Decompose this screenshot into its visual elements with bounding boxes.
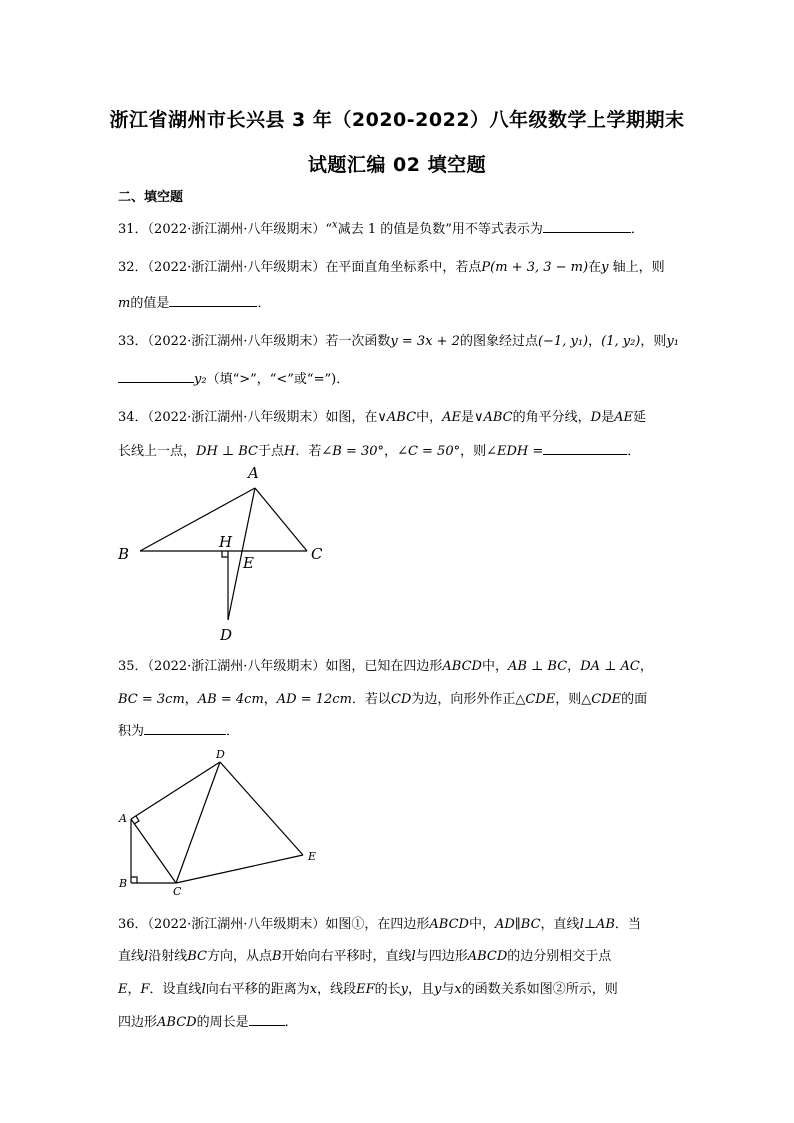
q36-text-e: 直线 bbox=[118, 949, 145, 964]
q36-sep: ， bbox=[127, 982, 141, 997]
q36-quad-3: ABCD bbox=[157, 1015, 197, 1030]
q35-quadrilateral-figure bbox=[110, 745, 340, 900]
question-32-line1 bbox=[118, 256, 665, 275]
q33-var-y1: y₁ bbox=[666, 334, 679, 349]
q32-text-b: 在 bbox=[588, 260, 602, 275]
question-35-line1 bbox=[118, 655, 653, 674]
q32-text-a: 32．（2022·浙江湖州·八年级期末）在平面直角坐标系中，若点 bbox=[118, 260, 482, 275]
document-title-line1: 浙江省湖州市长兴县 3 年（2020-2022）八年级数学上学期期末 bbox=[109, 109, 685, 131]
q32-answer-blank[interactable] bbox=[169, 294, 257, 307]
q34-text-h: 于点 bbox=[258, 444, 285, 459]
q33-answer-blank[interactable] bbox=[118, 370, 194, 383]
q36-text-o: ，且 bbox=[408, 982, 435, 997]
q33-text-a: 33．（2022·浙江湖州·八年级期末）若一次函数 bbox=[118, 334, 391, 349]
q35-triangle-2: △CDE bbox=[581, 692, 622, 707]
q36-text-h: 开始向右平移时，直线 bbox=[281, 949, 412, 964]
q32-point-p: P(m + 3, 3 − m) bbox=[481, 260, 589, 275]
q35-text-h: 的面 bbox=[621, 692, 648, 707]
q35-sep-2: ， bbox=[263, 692, 277, 707]
question-33-line1 bbox=[118, 330, 679, 349]
q34-label-a: A bbox=[248, 464, 259, 482]
q34-text-b: 中， bbox=[416, 410, 443, 425]
q36-text-p: 与 bbox=[441, 982, 455, 997]
q34-triangle-2: ∨ABC bbox=[473, 410, 513, 425]
q35-bc: BC = 3cm bbox=[118, 692, 185, 707]
q35-end: ． bbox=[226, 724, 240, 739]
q34-perp: DH ⊥ BC bbox=[196, 444, 259, 459]
q35-answer-blank[interactable] bbox=[144, 722, 226, 735]
q33-sep: ， bbox=[588, 334, 602, 349]
question-34-line2 bbox=[118, 440, 640, 459]
q32-var-y: y bbox=[601, 260, 609, 275]
q36-text-n: 的长 bbox=[374, 982, 401, 997]
q35-text-e: ．若以 bbox=[351, 692, 391, 707]
q31-end: ． bbox=[630, 222, 644, 237]
q34-text-e: 是 bbox=[601, 410, 615, 425]
q35-label-d: D bbox=[216, 748, 225, 761]
q36-text-r: 四边形 bbox=[118, 1015, 158, 1030]
q36-text-g: 方向，从点 bbox=[206, 949, 272, 964]
q33-point-1: (−1, y₁) bbox=[537, 334, 589, 349]
q31-text: 减去 1 的值是负数”用不等式表示为 bbox=[337, 222, 543, 237]
q36-l: l bbox=[144, 949, 149, 964]
q34-text-a: 34．（2022·浙江湖州·八年级期末）如图，在 bbox=[118, 410, 378, 425]
document-title-line2: 试题汇编 02 填空题 bbox=[307, 154, 487, 176]
q36-text-k: ．设直线 bbox=[149, 982, 202, 997]
q36-text-i: 与四边形 bbox=[415, 949, 468, 964]
section-heading: 二、填空题 bbox=[118, 190, 184, 205]
q36-text-b: 中， bbox=[468, 917, 495, 932]
q36-bc: BC bbox=[187, 949, 207, 964]
q33-function: y = 3x + 2 bbox=[390, 334, 460, 349]
q34-text-d: 的角平分线， bbox=[512, 410, 591, 425]
q34-d: D bbox=[590, 410, 602, 425]
q34-triangle-figure bbox=[110, 460, 340, 650]
q35-sep-1: ， bbox=[184, 692, 198, 707]
q33-point-2: (1, y₂) bbox=[601, 334, 641, 349]
q36-y-2: y bbox=[434, 982, 442, 997]
q35-triangle-1: △CDE bbox=[515, 692, 556, 707]
q36-f: F bbox=[140, 982, 150, 997]
q35-label-e: E bbox=[308, 850, 317, 863]
q35-cd: CD bbox=[390, 692, 412, 707]
q34-end: ． bbox=[627, 444, 641, 459]
q36-text-j: 的边分别相交于点 bbox=[507, 949, 612, 964]
q35-ad: AD = 12cm bbox=[276, 692, 352, 707]
q34-ae-2: AE bbox=[614, 410, 633, 425]
question-34-line1 bbox=[118, 406, 646, 425]
q36-quad-2: ABCD bbox=[467, 949, 508, 964]
q35-text-i: 积为 bbox=[118, 724, 145, 739]
q36-answer-blank[interactable] bbox=[249, 1013, 285, 1026]
q31-var-x: x bbox=[332, 219, 338, 231]
q36-perp: l⊥AB bbox=[579, 917, 615, 932]
q35-text-g: ，则 bbox=[555, 692, 582, 707]
q36-text-m: ，线段 bbox=[317, 982, 357, 997]
q34-text-c: 是 bbox=[460, 410, 474, 425]
question-36-line2 bbox=[118, 945, 611, 964]
q34-label-h: H bbox=[219, 533, 233, 551]
q34-label-c: C bbox=[311, 545, 323, 563]
q34-h: H bbox=[284, 444, 296, 459]
q36-text-d: ．当 bbox=[614, 917, 641, 932]
q36-l-2: l bbox=[411, 949, 416, 964]
question-33-line2 bbox=[118, 368, 349, 387]
q34-triangle: ∨ABC bbox=[377, 410, 417, 425]
q32-end: ． bbox=[257, 296, 271, 311]
q35-text-c: ， bbox=[567, 659, 581, 674]
q36-text-a: 36．（2022·浙江湖州·八年级期末）如图①，在四边形 bbox=[118, 917, 430, 932]
question-35-line2 bbox=[118, 688, 647, 707]
q35-da-perp-ac: DA ⊥ AC bbox=[580, 659, 640, 674]
q31-prefix: 31．（2022·浙江湖州·八年级期末）“ bbox=[118, 222, 333, 237]
q34-angle-c: ∠C = 50° bbox=[397, 444, 461, 459]
q34-label-e: E bbox=[243, 554, 254, 572]
q35-ab: AB = 4cm bbox=[197, 692, 264, 707]
q36-text-q: 的函数关系如图②所示，则 bbox=[461, 982, 618, 997]
q36-end: ． bbox=[284, 1015, 298, 1030]
q34-text-j: ， bbox=[384, 444, 398, 459]
q35-label-a: A bbox=[119, 812, 127, 825]
q34-angle-b: ∠B = 30° bbox=[321, 444, 385, 459]
q32-text-c: 轴上，则 bbox=[608, 260, 665, 275]
q34-answer-blank[interactable] bbox=[543, 442, 627, 455]
q34-text-k: ，则 bbox=[460, 444, 487, 459]
q35-text-d: ， bbox=[639, 659, 653, 674]
q34-ae: AE bbox=[442, 410, 461, 425]
q34-text-g: 长线上一点， bbox=[118, 444, 197, 459]
q34-label-d: D bbox=[220, 626, 233, 644]
q35-quad: ABCD bbox=[442, 659, 482, 674]
q34-label-b: B bbox=[118, 545, 130, 563]
q33-var-y2: y₂ bbox=[194, 372, 207, 387]
question-35-line3 bbox=[118, 720, 239, 739]
q36-text-s: 的周长是 bbox=[196, 1015, 249, 1030]
q34-text-f: 延 bbox=[633, 410, 647, 425]
q36-text-f: 沿射线 bbox=[148, 949, 188, 964]
q36-quad: ABCD bbox=[429, 917, 469, 932]
q35-ab-perp-bc: AB ⊥ BC bbox=[507, 659, 568, 674]
q33-text-d: （填“>”，“<”或“=”)． bbox=[206, 372, 350, 387]
q35-text-f: 为边，向形外作正 bbox=[411, 692, 516, 707]
question-32-line2 bbox=[118, 292, 270, 311]
q35-label-c: C bbox=[173, 885, 182, 898]
q34-angle-edh: ∠EDH = bbox=[486, 444, 544, 459]
question-31 bbox=[118, 218, 644, 237]
q36-e: E bbox=[118, 982, 128, 997]
q33-text-c: ，则 bbox=[640, 334, 667, 349]
q35-text-a: 35．（2022·浙江湖州·八年级期末）如图，已知在四边形 bbox=[118, 659, 443, 674]
question-36-line3 bbox=[118, 978, 618, 997]
question-36-line4 bbox=[118, 1011, 298, 1030]
q36-ef: EF bbox=[356, 982, 375, 997]
q36-parallel: AD∥BC bbox=[494, 917, 541, 932]
q35-text-b: 中， bbox=[481, 659, 508, 674]
q33-text-b: 的图象经过点 bbox=[459, 334, 538, 349]
q36-y: y bbox=[400, 982, 408, 997]
q31-answer-blank[interactable] bbox=[543, 220, 631, 233]
q32-var-m: m bbox=[118, 296, 131, 311]
q36-b: B bbox=[271, 949, 282, 964]
q36-x: x bbox=[309, 982, 318, 997]
q34-text-i: ．若 bbox=[295, 444, 322, 459]
q36-l-3: l bbox=[201, 982, 206, 997]
question-36-line1 bbox=[118, 913, 641, 932]
q32-text-d: 的值是 bbox=[130, 296, 170, 311]
q36-x-2: x bbox=[454, 982, 462, 997]
q36-text-c: ，直线 bbox=[540, 917, 580, 932]
q36-text-l: 向右平移的距离为 bbox=[205, 982, 310, 997]
q35-label-b: B bbox=[119, 877, 128, 890]
